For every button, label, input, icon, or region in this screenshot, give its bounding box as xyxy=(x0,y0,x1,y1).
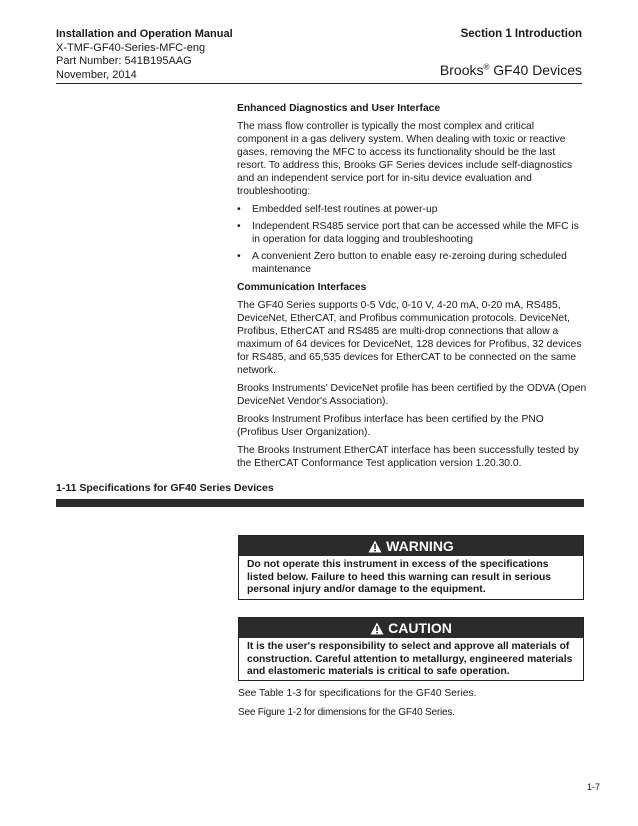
figure-reference: See Figure 1-2 for dimensions for the GF40 Series. xyxy=(238,707,455,718)
brand-title xyxy=(440,62,582,78)
specs-section-title: 1-11 Specifications for GF40 Series Devices xyxy=(56,482,274,494)
bullet-icon: • xyxy=(237,221,241,232)
table-reference: See Table 1-3 for specifications for the GF40 Series. xyxy=(238,688,477,699)
section-label: Section 1 Introduction xyxy=(460,28,582,40)
caution-box xyxy=(238,617,584,681)
manual-title: Installation and Operation Manual xyxy=(56,28,233,40)
caution-label: CAUTION xyxy=(388,620,452,636)
product-name: GF40 Devices xyxy=(489,62,582,78)
body-column xyxy=(237,102,587,475)
warning-box xyxy=(238,535,584,600)
part-number: Part Number: 541B195AAG xyxy=(56,55,192,67)
section-divider-bar xyxy=(56,499,584,507)
warning-text: Do not operate this instrument in excess of the specifications listed below. Failure to heed this warning can result in serious personal injury and/or damage to the equipment. xyxy=(247,559,552,595)
header-left xyxy=(56,28,233,82)
publish-date: November, 2014 xyxy=(56,68,137,81)
diagnostics-list xyxy=(237,203,587,276)
list-item: • Independent RS485 service port that can be accessed while the MFC is in operation for data logging and troubleshooting xyxy=(237,221,579,245)
warning-header xyxy=(239,536,583,556)
registered-mark: ® xyxy=(483,62,490,72)
communication-paragraph: Brooks Instruments' DeviceNet profile has been certified by the ODVA (Open DeviceNet Vendor's Association). xyxy=(237,383,587,407)
header-rule xyxy=(56,83,582,84)
communication-paragraph: Brooks Instrument Profibus interface has been certified by the PNO (Profibus User Organization). xyxy=(237,414,544,438)
caution-header xyxy=(239,618,583,638)
caution-triangle-icon xyxy=(370,622,384,635)
bullet-icon: • xyxy=(237,251,241,262)
diagnostics-intro: The mass flow controller is typically the most complex and critical component in a gas delivery system. When dealing with toxic or reactive gases, removing the MFC to access its functionality should be the last resort. To address this, Brooks GF Series devices include self-diagnostics and an independent service port for in-situ device evaluation and troubleshooting: xyxy=(237,121,573,197)
diagnostics-heading: Enhanced Diagnostics and User Interface xyxy=(237,103,441,114)
bullet-icon: • xyxy=(237,204,241,215)
list-item: • A convenient Zero button to enable easy re-zeroing during scheduled maintenance xyxy=(237,251,567,275)
communication-paragraph: The GF40 Series supports 0-5 Vdc, 0-10 V, 4-20 mA, 0-20 mA, RS485, DeviceNet, EtherCAT, and Profibus communication protocols. DeviceNet, Profibus, EtherCAT and RS485 are multi-drop connections that allow a maximum of 64 devices for DeviceNet, 128 devices for Profibus, 32 devices for RS485, and 65,535 devices for EtherCAT to be connected on the same network. xyxy=(237,300,582,376)
communication-paragraph: The Brooks Instrument EtherCAT interface has been successfully tested by the EtherCAT Conformance Test application version 1.20.30.0. xyxy=(237,445,579,469)
warning-triangle-icon xyxy=(368,540,382,553)
doc-id: X-TMF-GF40-Series-MFC-eng xyxy=(56,41,206,54)
caution-text: It is the user's responsibility to select and approve all materials of construction. Careful attention to metallurgy, engineered materials and elastomeric materials is critical to safe operation. xyxy=(247,641,573,677)
brand-name: Brooks xyxy=(439,62,484,78)
warning-label: WARNING xyxy=(386,538,454,554)
communication-heading: Communication Interfaces xyxy=(237,282,367,293)
page-number: 1-7 xyxy=(586,782,600,792)
list-item: • Embedded self-test routines at power-up xyxy=(237,204,438,215)
